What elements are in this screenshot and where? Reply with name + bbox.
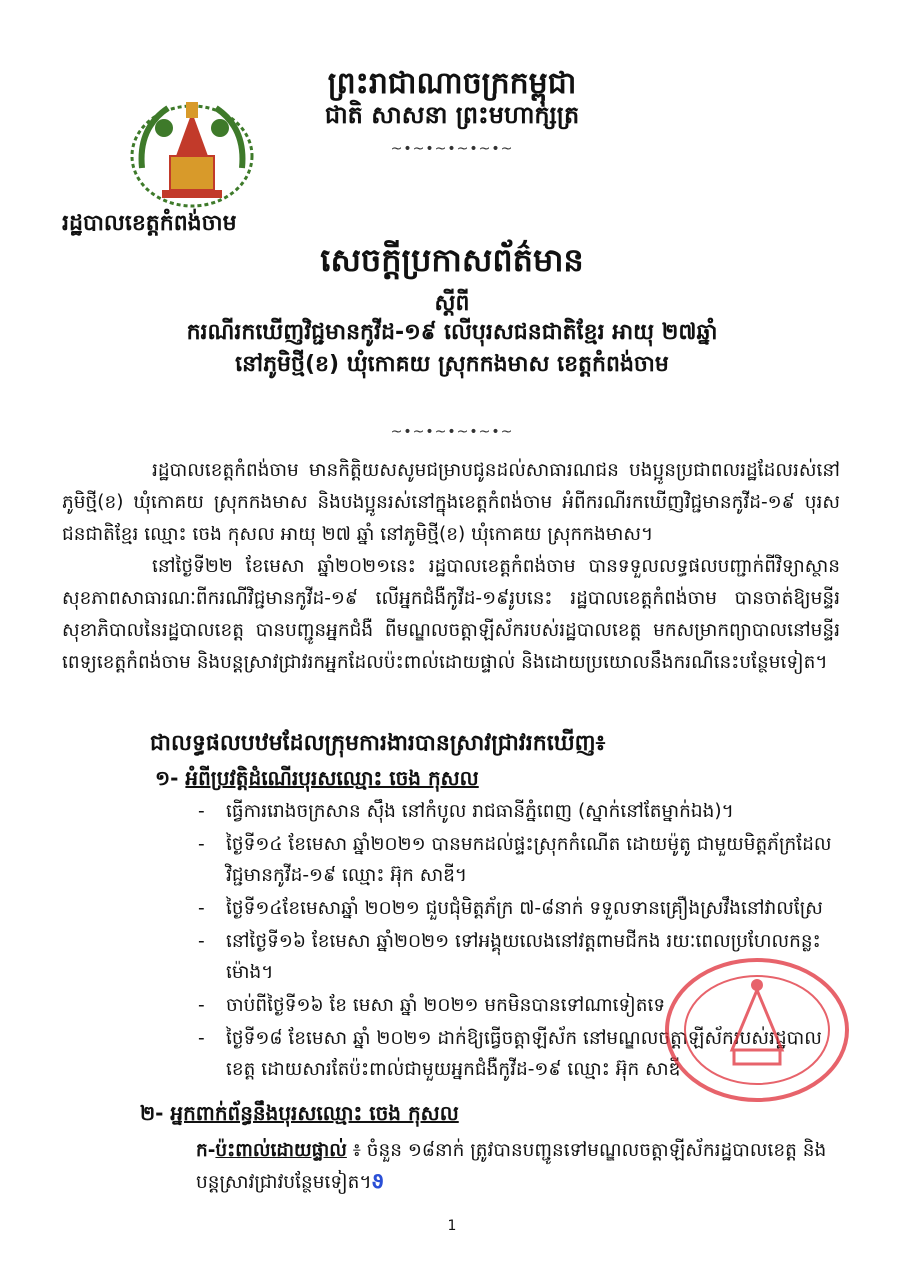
direct-contact-text: ៖ ចំនួន ១៨នាក់ ត្រូវបានបញ្ជូនទៅមណ្ឌលចត្តាឡីស័ករដ្ឋបាលខេត្ត និងបន្តស្រាវជ្រាវបន្ថែមទៀត។ <box>196 1140 827 1193</box>
list-item <box>198 796 838 827</box>
subsection-2-label: អ្នកពាក់ព័ន្ធនឹងបុរសឈ្មោះ ចេង កុសល <box>170 1101 459 1125</box>
direct-contact-label: ប៉ះពាល់ដោយផ្ទាល់ <box>215 1140 347 1161</box>
title-ornament: ~•~•~•~•~•~ <box>390 424 514 440</box>
page-number: 1 <box>447 1218 457 1234</box>
kingdom-title: ព្រះរាជាណាចក្រកម្ពុជា <box>327 66 577 101</box>
direct-contact-prefix: ក- <box>196 1140 216 1161</box>
direct-contact-item <box>196 1135 841 1199</box>
header-ornament: ~•~•~•~•~•~ <box>390 141 514 157</box>
province-admin-label: រដ្ឋបាលខេត្តកំពង់ចាម <box>62 211 237 236</box>
list-item <box>198 829 838 891</box>
document-about: ស្តីពី <box>434 291 470 316</box>
list-item-text: ថ្ងៃទី១៤ខែមេសាឆ្នាំ ២០២១ ជួបជុំមិត្តភ័ក្រ ៧-៨នាក់ ទទួលទានគ្រឿងស្រវឹងនៅវាលស្រែ <box>226 898 823 919</box>
official-stamp-icon <box>662 955 852 1105</box>
subject-line-2: នៅភូមិថ្មី(ខ) ឃុំកោគយ ស្រុកកងមាស ខេត្តកំពង់ចាម <box>235 352 669 377</box>
list-item-text: នៅថ្ងៃទី១៦ ខែមេសា ឆ្នាំ២០២១ ទៅអង្គុយលេងនៅវត្តពាមជីកង រយៈពេលប្រហែលកន្លះម៉ោង។ <box>226 931 821 983</box>
list-item <box>198 893 838 924</box>
bullet-dash: - <box>198 801 205 822</box>
list-item-text: ធ្វើការរោងចក្រសាន ស៊ឹង នៅកំបូល រាជធានីភ្នំពេញ (ស្នាក់នៅតែម្នាក់ឯង)។ <box>226 801 734 822</box>
subsection-2-heading <box>140 1100 459 1130</box>
bullet-dash: - <box>198 1028 205 1049</box>
subsection-2-number: ២- <box>140 1101 164 1125</box>
subsection-1-number: ១- <box>155 766 179 790</box>
national-motto: ជាតិ សាសនា ព្រះមហាក្សត្រ <box>324 101 580 129</box>
bullet-dash: - <box>198 995 205 1016</box>
paragraph-1: រដ្ឋបាលខេត្តកំពង់ចាម មានកិត្តិយសសូមជម្រាបជូនដល់សាធារណជន បងប្អូនប្រជាពលរដ្ឋដែលរស់នៅភូមិថ្មី(ខ) ឃុំកោគយ ស្រុកកងមាស និងបងប្អូនរស់នៅក្នុងខេត្តកំពង់ចាម អំពីករណីរកឃើញវិជ្ជមានកូវីដ-១៩ បុរសជនជាតិខ្មែរ ឈ្មោះ ចេង កុសល អាយុ ២៧ ឆ្នាំ នៅភូមិថ្មី(ខ) ឃុំកោគយ ស្រុកកងមាស។ <box>62 460 840 545</box>
bullet-dash: - <box>198 898 205 919</box>
subsection-1-heading <box>155 765 479 795</box>
handwritten-check-icon: ϑ <box>371 1172 384 1193</box>
provincial-emblem-icon <box>128 98 256 208</box>
list-item-text: ថ្ងៃទី១៨ ខែមេសា ឆ្នាំ ២០២១ ដាក់ឱ្យធ្វើចត្តាឡីស័ក នៅមណ្ឌលចត្តាឡីស័ករបស់រដ្ឋបាលខេត្ត ដោយសារតែប៉ះពាល់ជាមួយអ្នកជំងឺកូវីដ-១៩ ឈ្មោះ អ៊ុក សាឌី <box>226 1028 822 1080</box>
findings-heading: ជាលទ្ធផលបឋមដែលក្រុមការងារបានស្រាវជ្រាវរកឃើញ៖ <box>150 731 606 756</box>
subsection-1-label: អំពីប្រវត្តិដំណើរបុរសឈ្មោះ ចេង កុសល <box>185 766 479 790</box>
bullet-dash: - <box>198 834 205 855</box>
list-item-text: ចាប់ពីថ្ងៃទី១៦ ខែ មេសា ឆ្នាំ ២០២១ មកមិនបានទៅណាទៀតទេ <box>226 995 666 1016</box>
bullet-dash: - <box>198 931 205 952</box>
subject-line-1: ករណីរកឃើញវិជ្ជមានកូវីដ-១៩ លើបុរសជនជាតិខ្មែរ អាយុ ២៧ឆ្នាំ <box>186 320 718 345</box>
document-title: សេចក្តីប្រកាសព័ត៌មាន <box>320 241 584 279</box>
list-item-text: ថ្ងៃទី១៤ ខែមេសា ឆ្នាំ២០២១ បានមកដល់ផ្ទះស្រុកកំណើត ដោយម៉ូតូ ជាមួយមិត្តភ័ក្រដែលវិជ្ជមានកូវីដ-១៩ ឈ្មោះ អ៊ុក សាឌី។ <box>226 834 832 886</box>
paragraph-2: នៅថ្ងៃទី២២ ខែមេសា ឆ្នាំ២០២១នេះ រដ្ឋបាលខេត្តកំពង់ចាម បានទទួលលទ្ធផលបញ្ជាក់ពីវិទ្យាស្ថានសុខភាពសាធារណៈពីករណីវិជ្ជមានកូវីដ-១៩ លើអ្នកជំងឺកូវីដ-១៩រូបនេះ រដ្ឋបាលខេត្តកំពង់ចាម បានចាត់ឱ្យមន្ទីរសុខាភិបាលនៃរដ្ឋបាលខេត្ត បានបញ្ជូនអ្នកជំងឺ ពីមណ្ឌលចត្តាឡីស័ករបស់រដ្ឋបាលខេត្ត មកសម្រាកព្យាបាលនៅមន្ទីរពេទ្យខេត្តកំពង់ចាម និងបន្តស្រាវជ្រាវរកអ្នកដែលប៉ះពាល់ដោយផ្ទាល់ និងដោយប្រយោលនឹងករណីនេះបន្ថែមទៀត។ <box>62 556 840 673</box>
